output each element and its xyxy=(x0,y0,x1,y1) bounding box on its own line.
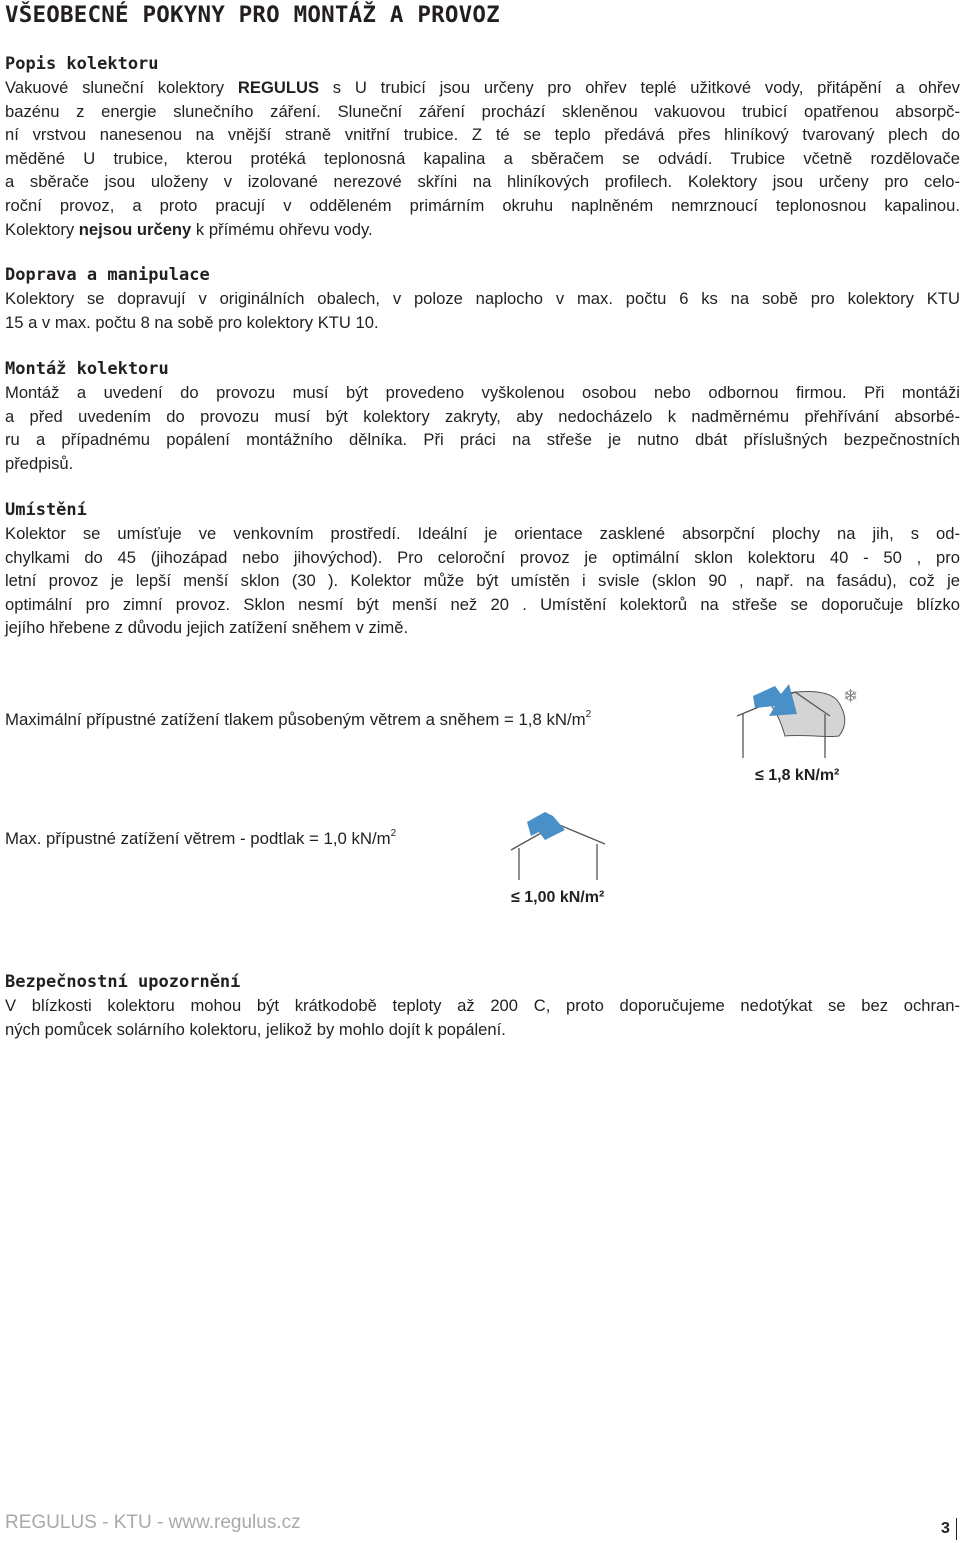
section-text: Vakuové sluneční kolektory REGULUS s U trubicí jsou určeny pro ohřev teplé užitkové vody, přitápění a ohřev bazénu z energie slunečního záření. Sluneční záření prochází skleněnou vakuovou trubicí opatřenou absorpč- ní vrstvou nanesenou na vnější straně vnitřní trubice. Z té se teplo předává přes hliníkový tvarovaný plech do měděné U trubice, kterou protéká teplonosná kapalina a sběračem se odvádí. Trubice včetně rozdělovače a sběrače jsou uloženy v izolované nerezové skříni na hliníkových profilech. Kolektory jsou určeny pro celo- roční provoz, a proto pracují v odděleném primárním okruhu naplněném nemrznoucí teplonosnou kapalinou. Kolektory nejsou určeny k přímému ohřevu vody. xyxy=(5,78,960,239)
section-heading: Bezpečnostní upozornění xyxy=(5,972,241,992)
snow-load-badge: ≤ 1,8 kN/m² xyxy=(755,767,840,784)
section-text: Kolektor se umísťuje ve venkovním prostředí. Ideální je orientace zasklené absorpční plochy na jih, s od- chylkami do 45 (jihozápad nebo jihovýchod). Pro celoroční provoz je optimální sklon kolektoru 40 - 50 , pro letní provoz je lepší menší sklon (30 ). Kolektor může být umístěn i svisle (sklon 90 , např. na fasádu), což je optimální pro zimní provoz. Sklon nesmí být menší než 20 . Umístění kolektorů na střeše se doporučuje blízko jejího hřebene z důvodu jejich zatížení sněhem v zimě. xyxy=(5,524,960,638)
snow-load-figure xyxy=(735,678,865,788)
section-heading: Popis kolektoru xyxy=(5,54,159,74)
wind-load-badge: ≤ 1,00 kN/m² xyxy=(511,889,605,906)
page-title: VŠEOBECNÉ POKYNY PRO MONTÁŽ A PROVOZ xyxy=(5,2,500,28)
section-heading: Montáž kolektoru xyxy=(5,359,169,379)
snow-load-text: Maximální přípustné zatížení tlakem působeným větrem a sněhem = 1,8 $kN/m^2$ xyxy=(5,709,592,729)
wind-suction-figure xyxy=(505,810,630,910)
section-doprava xyxy=(5,263,960,334)
section-umisteni xyxy=(5,498,960,640)
footer-website: REGULUS - KTU - www.regulus.cz xyxy=(5,1512,301,1533)
brand-name: REGULUS xyxy=(237,78,320,97)
section-text: V blízkosti kolektoru mohou být krátkodobě teploty až 200 C, proto doporučujeme nedotýkat se bez ochran- ných pomůcek solárního kolektoru, jelikož by mohlo dojít k popálení. xyxy=(5,996,960,1039)
page-number: 3 xyxy=(941,1520,950,1537)
section-text: Montáž a uvedení do provozu musí být provedeno vyškolenou osobou nebo odbornou firmou. Při montáži a před uvedením do provozu musí být kolektory zakryty, aby nedocházelo k nadměrnému přehřívání absorbé- ru a případnému popálení montážního dělníka. Při práci na střeše je nutno dbát příslušných bezpečnostních předpisů. xyxy=(5,383,960,473)
section-popis xyxy=(5,52,960,241)
section-heading: Doprava a manipulace xyxy=(5,265,210,285)
section-bezpecnost xyxy=(5,970,960,1041)
wind-arrow-icon xyxy=(753,684,797,716)
suction-arrow-icon xyxy=(527,812,565,840)
snowflake-icon: ❄ xyxy=(843,686,859,706)
page-number-rule xyxy=(956,1518,957,1540)
section-text: Kolektory se dopravují v originálních obalech, v poloze naplocho v max. počtu 6 ks na sobě pro kolektory KTU 15 a v max. počtu 8 na sobě pro kolektory KTU 10. xyxy=(5,289,960,332)
section-heading: Umístění xyxy=(5,500,87,520)
wind-load-text: Max. přípustné zatížení větrem - podtlak = 1,0 $kN/m^2$ xyxy=(5,828,397,848)
section-montaz xyxy=(5,357,960,475)
